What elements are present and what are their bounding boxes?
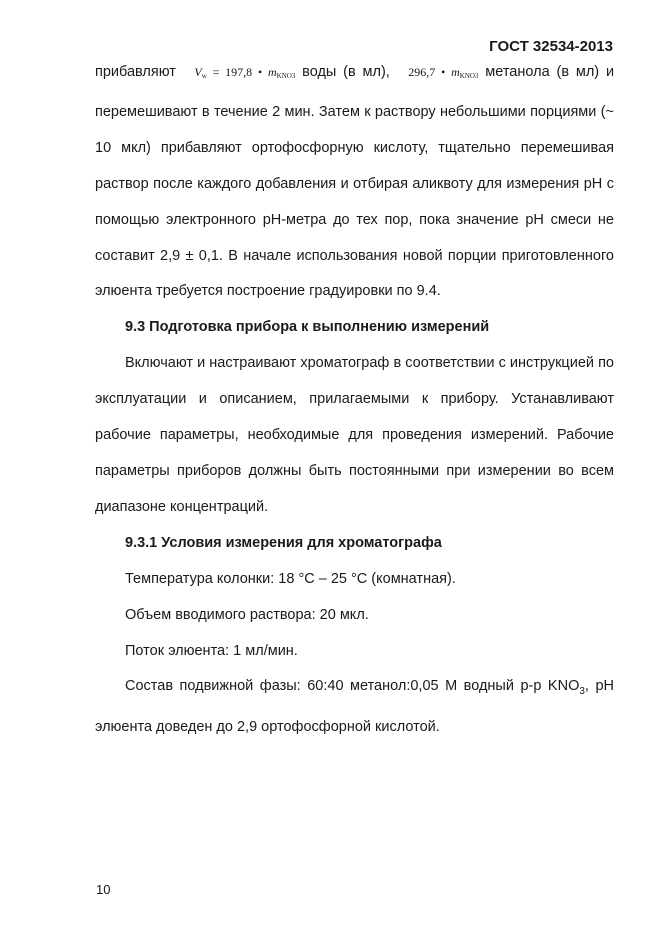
- section-heading-9-3: 9.3 Подготовка прибора к выполнению измерений: [125, 319, 490, 336]
- formula-m: m: [267, 65, 277, 79]
- formula-mid: = 197,8 •: [206, 65, 268, 79]
- page-number: 10: [96, 882, 111, 897]
- formula-num: 296,7 •: [408, 65, 452, 79]
- condition-injection-volume: Объем вводимого раствора: 20 мкл.: [125, 606, 369, 623]
- page-content: [95, 55, 614, 746]
- condition-mobile-phase: [95, 669, 614, 746]
- section-heading-9-3-1: 9.3.1 Условия измерения для хроматографа: [125, 534, 442, 551]
- text-fragment: Состав подвижной фазы: 60:40 метанол:0,05 М водный р-р KNO: [125, 678, 580, 695]
- condition-column-temperature: Температура колонки: 18 °С – 25 °С (комнатная).: [125, 570, 456, 587]
- condition-eluent-flow: Поток элюента: 1 мл/мин.: [125, 642, 298, 659]
- document-header: ГОСТ 32534-2013: [489, 38, 613, 55]
- chemical-subscript: 3: [579, 686, 585, 698]
- formula-var: V: [194, 65, 202, 79]
- formula-m: m: [451, 65, 460, 79]
- formula-m-sub: KNO3: [459, 72, 479, 80]
- formula-water-volume: [183, 65, 296, 79]
- formula-sub: w: [201, 72, 207, 80]
- text-fragment: , pH элюента доведен до 2,9 ортофосфорной кислотой.: [95, 678, 614, 736]
- text-fragment: прибавляют: [95, 64, 176, 80]
- text-fragment: воды (в мл),: [302, 64, 390, 80]
- text-fragment: метанола (в мл) и перемешивают в течение 2 мин. Затем к раствору небольшими порциями (~ 10 мкл) прибавляют ортофосфорную кислоту, тщательно перемешивая раствор после каждого добавления и отбирая аликвоту для измерения pH с помощью электронного pH-метра до тех пор, пока значение pH смеси не составит 2,9 ± 0,1. В начале использования новой порции приготовленного элюента требуется построение градуировки по 9.4.: [95, 64, 615, 300]
- paragraph-instrument-setup: Включают и настраивают хроматограф в соответствии с инструкцией по эксплуатации и описанием, прилагаемыми к прибору. Устанавливают рабочие параметры, необходимые для проведения измерений. Рабочие параметры приборов должны быть постоянными при измерении во всем диапазоне концентраций.: [95, 355, 614, 515]
- paragraph-eluent-prep: [95, 55, 614, 310]
- formula-m-sub: KNO3: [276, 72, 296, 80]
- formula-methanol-volume: [397, 65, 479, 79]
